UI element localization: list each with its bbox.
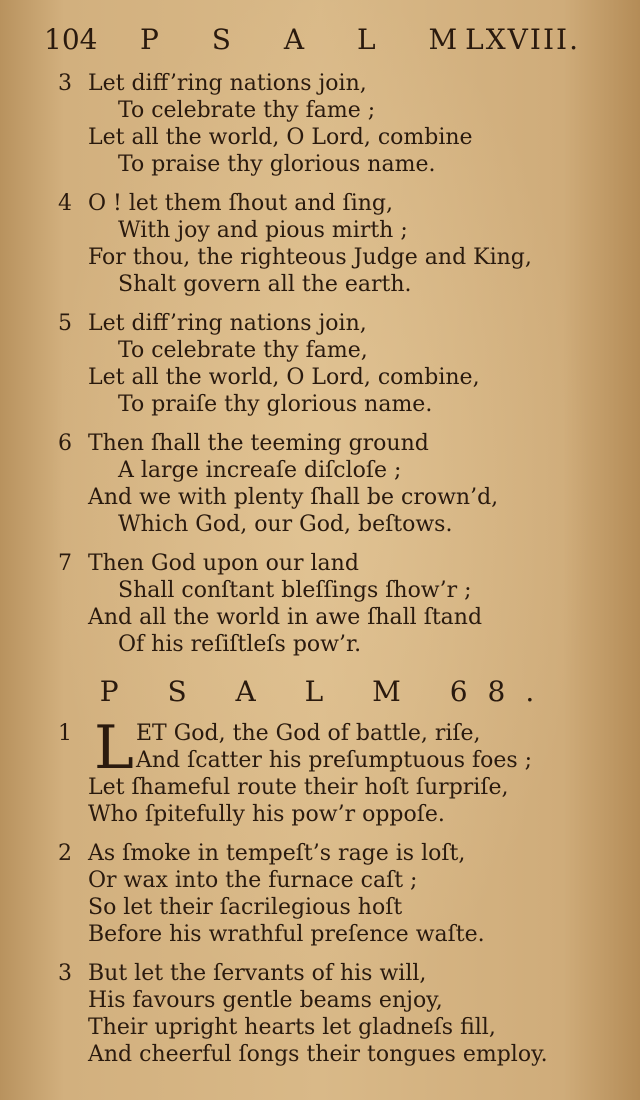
verse-line: But let the ſervants of his will, — [88, 961, 427, 986]
verse-line: His favours gentle beams enjoy, — [88, 988, 443, 1013]
verse-line: To celebrate thy fame ; — [118, 98, 376, 123]
psalm-68 — [44, 713, 580, 1068]
psalm-68-heading: P S A L M 68. — [99, 675, 555, 708]
verse-line: So let their ſacrilegious hoſt — [88, 895, 403, 920]
verse-line: Let diff’ring nations join, — [88, 71, 367, 96]
stanza-number: 6 — [58, 431, 72, 456]
stanza — [44, 70, 580, 178]
psalm-roman-numeral: LXVIII. — [465, 23, 580, 56]
verse-line: And ſcatter his preſumptuous foes ; — [136, 748, 533, 773]
verse-line: Then God upon our land — [88, 551, 359, 576]
verse-line: And we with plenty ſhall be crown’d, — [88, 485, 499, 510]
verse-line: O ! let them ſhout and ſing, — [88, 191, 393, 216]
stanza-number: 3 — [58, 961, 72, 986]
verse-line: Of his reſiſtleſs pow’r. — [118, 632, 362, 657]
stanza — [44, 310, 580, 418]
page-number: 104 — [44, 23, 98, 56]
stanza — [44, 190, 580, 298]
verse-line: With joy and pious mirth ; — [118, 218, 408, 243]
verse-line: Before his wrathful preſence waſte. — [88, 922, 485, 947]
verse-line: To praise thy glorious name. — [118, 152, 436, 177]
stanza — [44, 550, 580, 658]
stanza-number: 4 — [58, 191, 72, 216]
stanza-number: 7 — [58, 551, 72, 576]
verse-line: Shalt govern all the earth. — [118, 272, 412, 297]
verse-line: Then ſhall the teeming ground — [88, 431, 429, 456]
verse-line: Let ſhameful route their hoſt ſurpriſe, — [88, 775, 509, 800]
verse-line: Who ſpitefully his pow’r oppoſe. — [88, 802, 445, 827]
psalm-67-continuation — [44, 70, 580, 658]
running-header — [44, 18, 580, 62]
verse-line: To praiſe thy glorious name. — [118, 392, 433, 417]
verse-line: As ſmoke in tempeſt’s rage is loſt, — [88, 841, 466, 866]
verse-line: Let diff’ring nations join, — [88, 311, 367, 336]
verse-line: Which God, our God, beſtows. — [118, 512, 453, 537]
verse-line: And all the world in awe ſhall ſtand — [88, 605, 483, 630]
verse-line: Or wax into the furnace caſt ; — [88, 868, 418, 893]
running-title: P S A L M — [140, 23, 480, 56]
stanza — [44, 960, 580, 1068]
stanza — [44, 713, 580, 828]
verse-line: And cheerful ſongs their tongues employ. — [88, 1042, 548, 1067]
stanza-number: 2 — [58, 841, 72, 866]
verse-line: To celebrate thy fame, — [118, 338, 368, 363]
verse-line: A large increaſe diſcloſe ; — [118, 458, 402, 483]
stanza — [44, 840, 580, 948]
verse-line: Their upright hearts let gladneſs fill, — [88, 1015, 496, 1040]
verse-line: ET God, the God of battle, riſe, — [136, 721, 481, 746]
verse-line: Let all the world, O Lord, combine, — [88, 365, 480, 390]
stanza-number: 5 — [58, 311, 72, 336]
stanza-number: 1 — [58, 721, 72, 746]
verse-line: Shall conſtant bleſſings ſhow’r ; — [118, 578, 472, 603]
stanza-number: 3 — [58, 71, 72, 96]
verse-line: Let all the world, O Lord, combine — [88, 125, 473, 150]
verse-line: For thou, the righteous Judge and King, — [88, 245, 532, 270]
stanza — [44, 430, 580, 538]
drop-cap: L — [94, 713, 134, 783]
